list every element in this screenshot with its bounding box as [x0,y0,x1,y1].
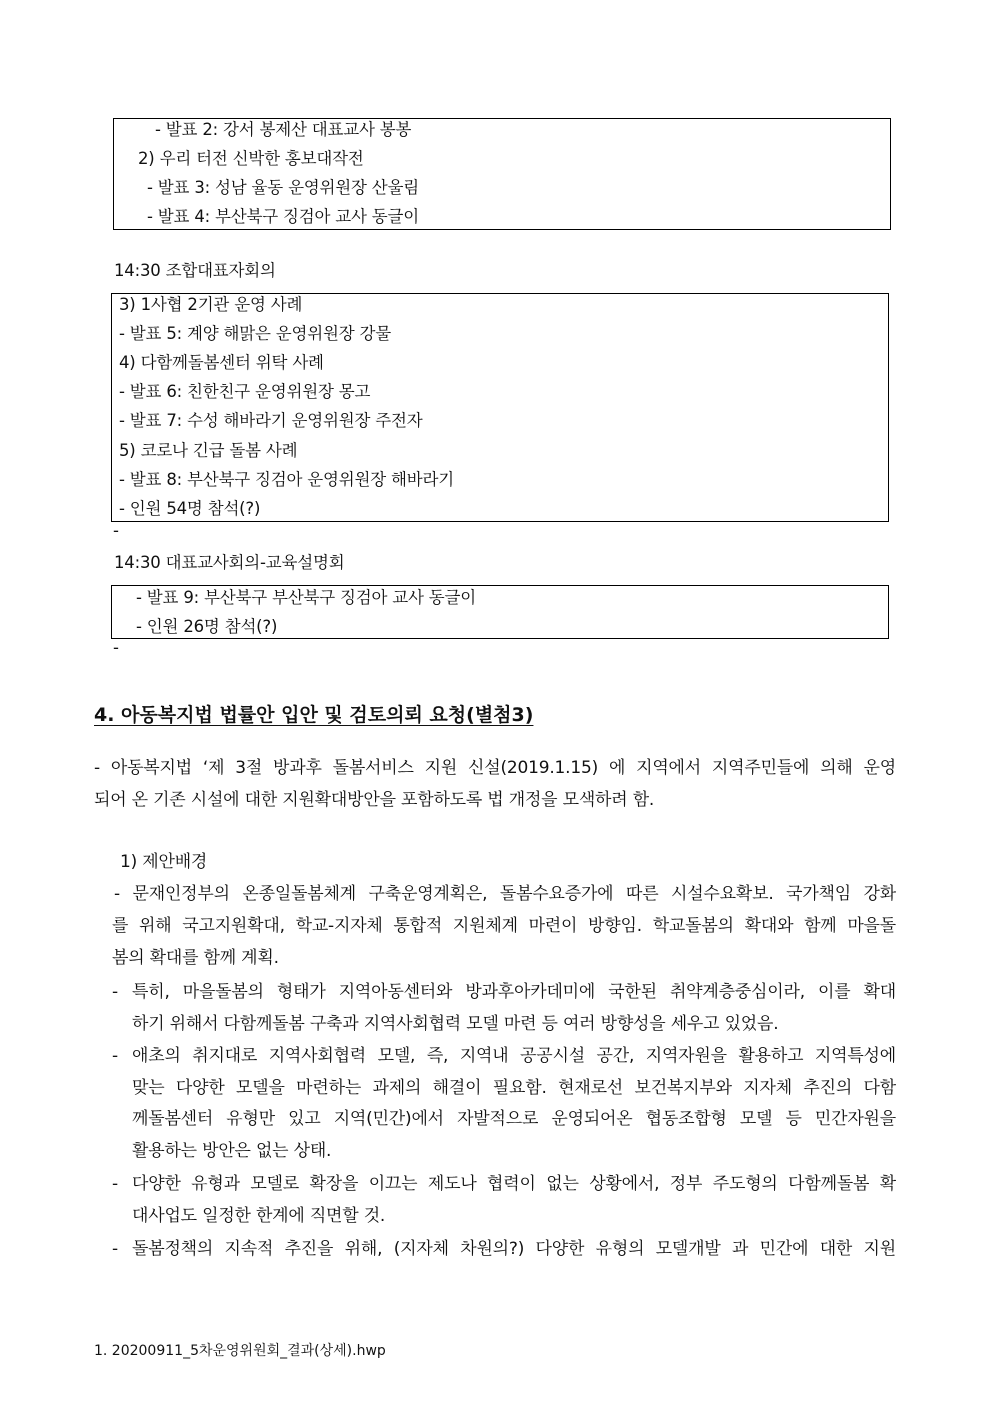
intro-line: - 아동복지법 ‘제 3절 방과후 돌봄서비스 지원 신설(2019.1.15) 에 지역에서 지역주민들에 의해 운영 [94,758,896,778]
sub-title: 1) 제안배경 [120,852,208,872]
box3-line: - 발표 9: 부산북구 부산북구 징검아 교사 동글이 [136,588,477,607]
bullet-line: 돌봄정책의 지속적 추진을 위해, (지자체 차원의?) 다양한 유형의 모델개발 과 민간에 대한 지원 [132,1239,896,1259]
bullet-line: 다양한 유형과 모델로 확장을 이끄는 제도나 협력이 없는 상황에서, 정부 주도형의 다함께돌봄 확 [132,1174,896,1194]
box2-line: - 발표 5: 계양 해맑은 운영위원장 강물 [119,324,392,343]
bullet-line: 하기 위해서 다함께돌봄 구축과 지역사회협력 모델 마련 등 여러 방향성을 세우고 있었음. [132,1014,779,1034]
bullet-dash: - [112,982,118,1002]
box1-line: 2) 우리 터전 신박한 홍보대작전 [138,149,364,168]
bullet-line: 특히, 마을돌봄의 형태가 지역아동센터와 방과후아카데미에 국한된 취약계층중심이라, 이를 확대 [132,982,896,1002]
para-line: - 문재인정부의 온종일돌봄체계 구축운영계획은, 돌봄수요증가에 따른 시설수요확보. 국가책임 강화 [114,884,896,904]
bullet-dash: - [112,1174,118,1194]
box2-line: - 발표 7: 수성 해바라기 운영위원장 주전자 [119,411,423,430]
intro-line: 되어 온 기존 시설에 대한 지원확대방안을 포함하도록 법 개정을 모색하려 함. [94,790,655,810]
box2-line: 4) 다함께돌봄센터 위탁 사례 [119,353,324,372]
trailing-dash: - [113,638,119,657]
section-heading: 4. 아동복지법 법률안 입안 및 검토의뢰 요청(별첨3) [94,704,534,726]
box2-line: 3) 1사협 2기관 운영 사례 [119,295,303,314]
bullet-line: 맞는 다양한 모델을 마련하는 과제의 해결이 필요함. 현재로선 보건복지부와 지자체 추진의 다함 [132,1078,896,1098]
bullet-line: 활용하는 방안은 없는 상태. [132,1141,332,1161]
bullet-dash: - [112,1046,118,1066]
section-title: 14:30 조합대표자회의 [114,261,276,280]
box2-line: - 발표 6: 친한친구 운영위원장 몽고 [119,382,371,401]
box1-line: - 발표 4: 부산북구 징검아 교사 동글이 [147,207,420,226]
para-line: 를 위해 국고지원확대, 학교-지자체 통합적 지원체계 마련이 방향임. 학교돌봄의 확대와 함께 마을돌 [112,916,896,936]
section-title: 14:30 대표교사회의-교육설명회 [114,553,345,572]
bullet-line: 대사업도 일정한 한계에 직면할 것. [132,1206,386,1226]
box2-line: - 인원 54명 참석(?) [119,499,261,518]
box3-line: - 인원 26명 참석(?) [136,617,278,636]
bullet-line: 애초의 취지대로 지역사회협력 모델, 즉, 지역내 공공시설 공간, 지역자원을 활용하고 지역특성에 [132,1046,896,1066]
bullet-dash: - [112,1239,118,1259]
trailing-dash: - [113,521,119,540]
para-line: 봄의 확대를 함께 계획. [112,948,279,968]
box1-line: - 발표 3: 성남 율동 운영위원장 산울림 [147,178,420,197]
bullet-line: 께돌봄센터 유형만 있고 지역(민간)에서 자발적으로 운영되어온 협동조합형 모델 등 민간자원을 [132,1109,896,1129]
box2-line: - 발표 8: 부산북구 징검아 운영위원장 해바라기 [119,470,454,489]
footer-filename: 1. 20200911_5차운영위원회_결과(상세).hwp [94,1343,386,1359]
box2-line: 5) 코로나 긴급 돌봄 사례 [119,441,298,460]
box1-line: - 발표 2: 강서 봉제산 대표교사 봉봉 [155,120,412,139]
